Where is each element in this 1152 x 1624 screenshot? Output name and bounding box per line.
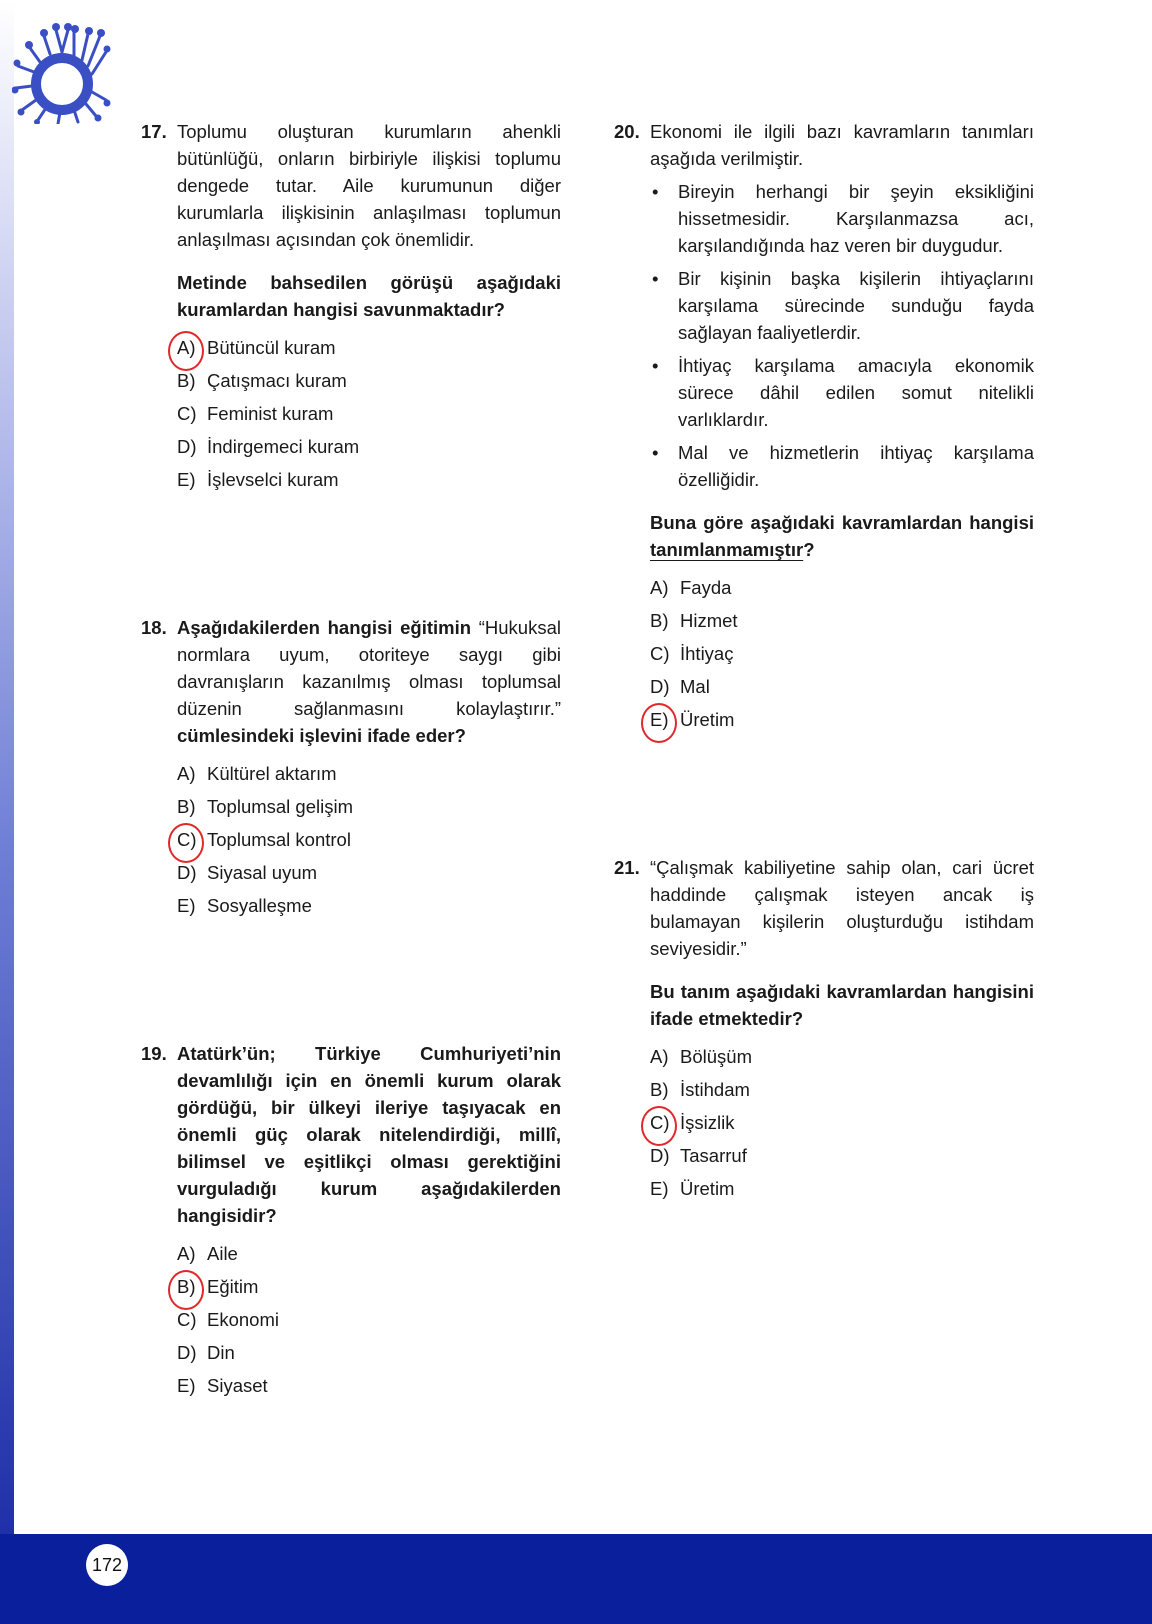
option-c[interactable]: C) Feminist kuram — [177, 403, 334, 424]
option-d[interactable]: D) İndirgemeci kuram — [177, 436, 360, 457]
question-text: Toplumu oluşturan kurumların ahenkli bütünlüğü, onların birbiriyle ilişkisi toplumu dengede tutar. Aile kurumunun diğer kurumlarla ilişkisinin anlaşılması toplumun anlaşılması açısından çok önemlidir. — [177, 121, 561, 250]
option-b[interactable]: B) İstihdam — [650, 1079, 750, 1100]
question-21 — [614, 854, 1034, 1205]
option-a[interactable]: A) Aile — [177, 1243, 238, 1264]
option-e[interactable]: E) Üretim — [650, 1178, 735, 1199]
option-b[interactable]: B) Toplumsal gelişim — [177, 796, 353, 817]
left-decorative-stripe — [0, 0, 14, 1540]
answer-options — [177, 757, 561, 922]
question-quote: “Çalışmak kabiliyetine sahip olan, cari ücret haddinde çalışmak isteyen ancak iş bulamayan kişilerin oluşturduğu istihdam seviyesidir.” — [650, 857, 1034, 959]
answer-options — [650, 1040, 1034, 1205]
question-prompt: Buna göre aşağıdaki kavramlardan hangisi tanımlanmamıştır? — [650, 512, 1034, 560]
option-a[interactable]: A) Fayda — [650, 577, 732, 598]
definition-list — [650, 178, 1034, 493]
question-number: 20. — [614, 121, 640, 142]
option-c[interactable]: C) Toplumsal kontrol — [177, 823, 561, 856]
option-d[interactable]: D) Mal — [650, 676, 710, 697]
question-number: 18. — [141, 617, 167, 638]
option-c[interactable]: C) İhtiyaç — [650, 643, 734, 664]
question-prompt: Atatürk’ün; Türkiye Cumhuriyeti’nin devamlılığı için en önemli kurum olarak gördüğü, bir ülkeyi ileriye taşıyacak en önemli güç olarak nitelendirdiği, millî, bilimsel ve eşitlikçi olması gerektiğini vurguladığı kurum aşağıdakilerden hangisidir? — [177, 1043, 561, 1226]
option-b[interactable]: B) Eğitim — [177, 1270, 561, 1303]
option-a[interactable]: A) Bütüncül kuram — [177, 331, 561, 364]
option-e[interactable]: E) İşlevselci kuram — [177, 469, 339, 490]
question-intro: Ekonomi ile ilgili bazı kavramların tanımları aşağıda verilmiştir. — [650, 121, 1034, 169]
option-d[interactable]: D) Tasarruf — [650, 1145, 747, 1166]
option-e[interactable]: E) Sosyalleşme — [177, 895, 312, 916]
question-number: 17. — [141, 121, 167, 142]
question-prompt: Bu tanım aşağıdaki kavramlardan hangisini ifade etmektedir? — [650, 981, 1034, 1029]
definition-item: • Bireyin herhangi bir şeyin eksikliğini hissetmesidir. Karşılanmazsa acı, karşılandığında haz veren bir duygudur. — [650, 178, 1034, 259]
answer-options — [650, 571, 1034, 736]
page-number: 172 — [86, 1544, 128, 1586]
option-e[interactable]: E) Üretim — [650, 703, 1034, 736]
footer-band — [0, 1534, 1152, 1624]
option-c[interactable]: C) Ekonomi — [177, 1309, 279, 1330]
definition-item: • İhtiyaç karşılama amacıyla ekonomik sürece dâhil edilen somut nitelikli varlıklardır. — [650, 352, 1034, 433]
question-number: 21. — [614, 857, 640, 878]
question-18 — [141, 614, 561, 922]
question-number: 19. — [141, 1043, 167, 1064]
answer-mark-circle — [641, 703, 677, 743]
question-prompt: Aşağıdakilerden hangisi eğitimin “Hukuksal normlara uyum, otoriteye saygı gibi davranışların kazanılmış olması toplumsal düzenin sağlanmasını kolaylaştırır.” cümlesindeki işlevini ifade eder? — [177, 617, 561, 746]
option-a[interactable]: A) Bölüşüm — [650, 1046, 752, 1067]
answer-options — [177, 1237, 561, 1402]
option-a[interactable]: A) Kültürel aktarım — [177, 763, 337, 784]
question-19 — [141, 1040, 561, 1402]
option-e[interactable]: E) Siyaset — [177, 1375, 268, 1396]
option-b[interactable]: B) Çatışmacı kuram — [177, 370, 347, 391]
question-20 — [614, 118, 1034, 736]
question-prompt: Metinde bahsedilen görüşü aşağıdaki kuramlardan hangisi savunmaktadır? — [177, 272, 561, 320]
option-d[interactable]: D) Siyasal uyum — [177, 862, 318, 883]
definition-item: • Bir kişinin başka kişilerin ihtiyaçlarını karşılama sürecinde sunduğu fayda sağlayan faaliyetlerdir. — [650, 265, 1034, 346]
option-b[interactable]: B) Hizmet — [650, 610, 738, 631]
question-17 — [141, 118, 561, 496]
answer-options — [177, 331, 561, 496]
option-c[interactable]: C) İşsizlik — [650, 1106, 1034, 1139]
option-d[interactable]: D) Din — [177, 1342, 235, 1363]
people-circle-logo-icon — [12, 12, 112, 124]
definition-item: • Mal ve hizmetlerin ihtiyaç karşılama özelliğidir. — [650, 439, 1034, 493]
